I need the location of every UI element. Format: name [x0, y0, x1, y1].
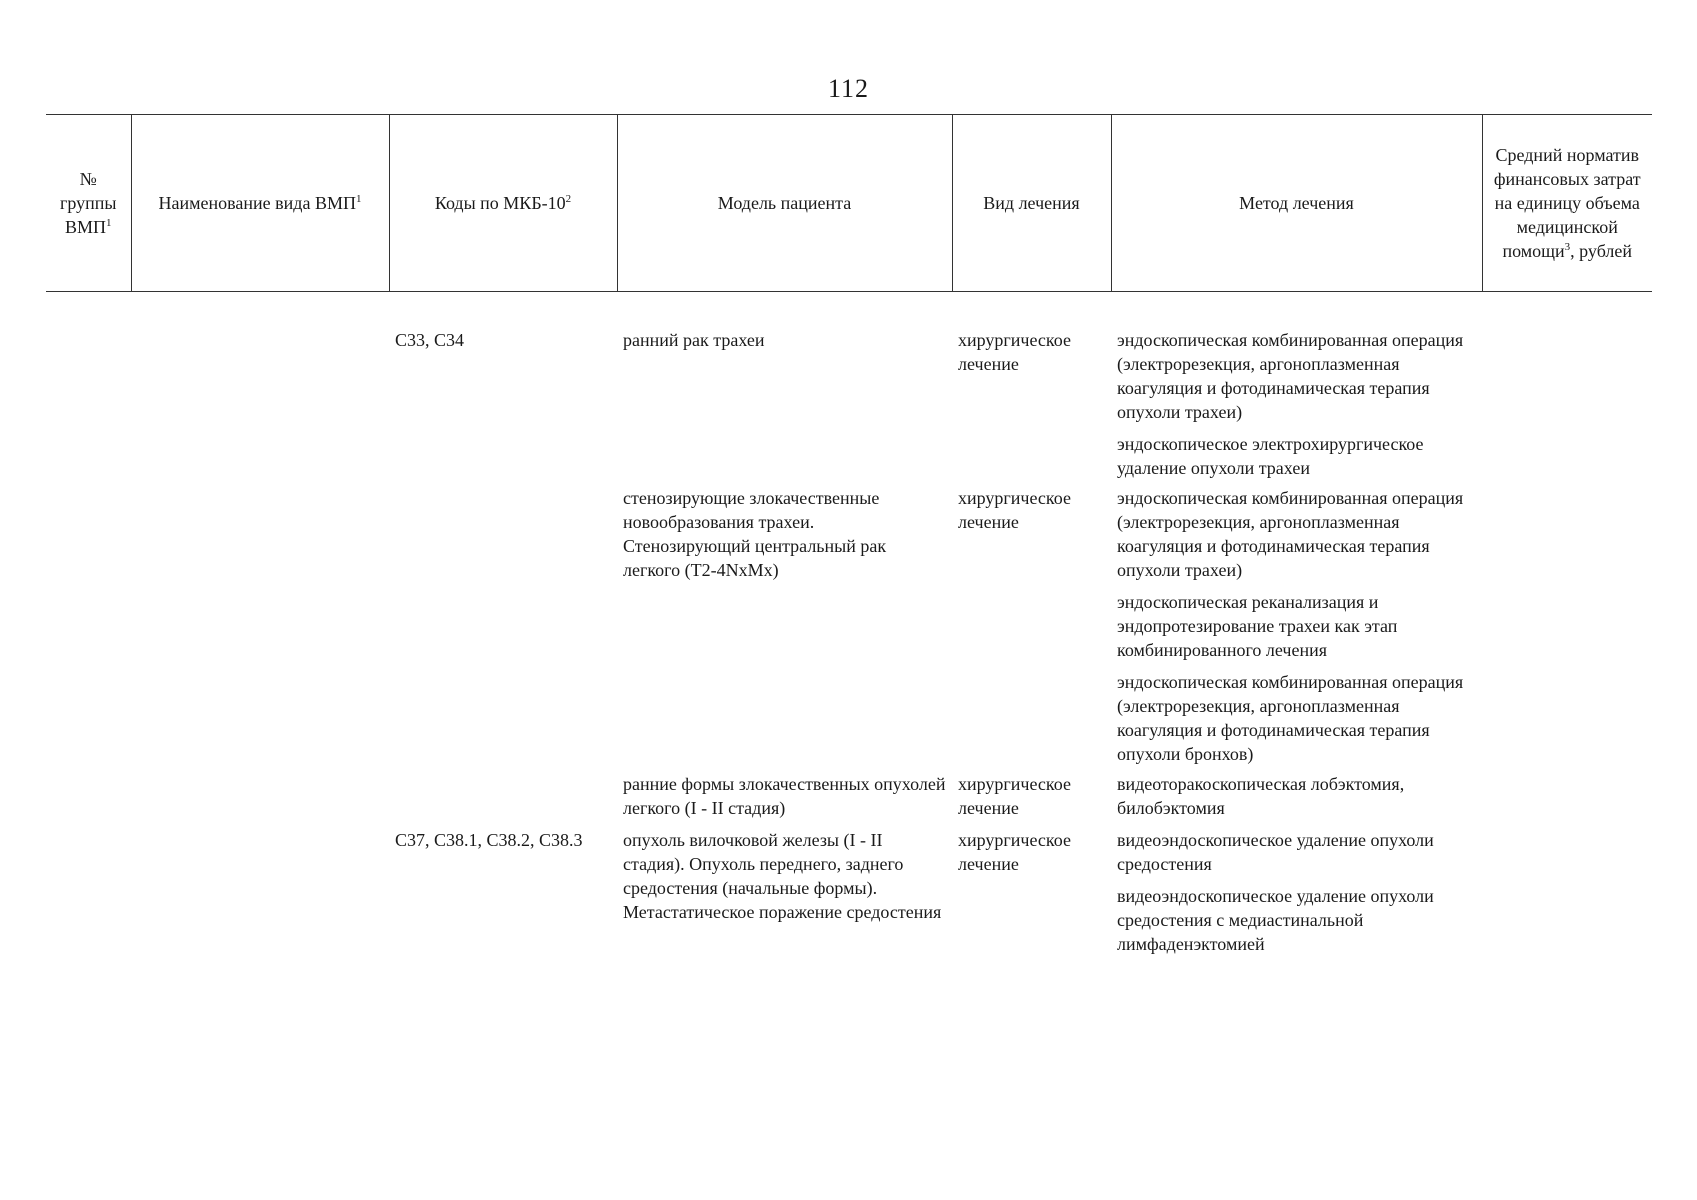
patient-model-cell: опухоль вилочковой железы (I - II стадия). Опухоль переднего, заднего средостения (начальные формы). Метастатическое поражение средостения [623, 830, 942, 922]
icd-codes-cell [389, 766, 617, 820]
treatment-method-cell [1111, 480, 1482, 766]
treatment-method-cell [1111, 820, 1482, 956]
header-cost-norm: Средний норматив финансовых затрат на единицу объема медицинской помощи$^3$, рублей [1482, 115, 1652, 292]
header-treatment-method: Метод лечения [1111, 115, 1482, 292]
treatment-method-cell [1111, 766, 1482, 820]
icd-codes-cell: C37, C38.1, C38.2, C38.3 [395, 830, 583, 850]
method-item: эндоскопическая комбинированная операция (электрорезекция, аргоноплазменная коагуляция и фотодинамическая терапия опухоли трахеи) [1117, 330, 1464, 422]
icd-codes-cell: C33, C34 [395, 330, 465, 350]
patient-model-cell: ранний рак трахеи [623, 330, 765, 350]
treatment-method-cell [1111, 328, 1482, 480]
header-icd-codes: Коды по МКБ-$10^2$ [389, 115, 617, 292]
method-item: эндоскопическое электрохирургическое удаление опухоли трахеи [1117, 434, 1424, 478]
header-patient-model: Модель пациента [617, 115, 952, 292]
page-number: 112 [827, 74, 870, 103]
vmp-table [46, 114, 1652, 956]
method-item: видеоэндоскопическое удаление опухоли средостения с медиастинальной лимфаденэктомией [1117, 886, 1434, 954]
icd-codes-cell [389, 480, 617, 766]
patient-model-cell: ранние формы злокачественных опухолей легкого (I - II стадия) [623, 774, 946, 818]
header-group-number: № группы ВМП$^1$ [46, 115, 131, 292]
treatment-type-cell: хирургическое лечение [958, 774, 1071, 818]
treatment-type-cell: хирургическое лечение [958, 330, 1071, 374]
treatment-type-cell: хирургическое лечение [958, 488, 1071, 532]
method-item: эндоскопическая комбинированная операция (электрорезекция, аргоноплазменная коагуляция и фотодинамическая терапия опухоли трахеи) [1117, 488, 1464, 580]
table-row [46, 766, 1652, 820]
table-row [46, 480, 1652, 766]
method-item: видеоэндоскопическое удаление опухоли средостения [1117, 830, 1434, 874]
table-row [46, 820, 1652, 956]
treatment-type-cell: хирургическое лечение [958, 830, 1071, 874]
method-item: эндоскопическая реканализация и эндопротезирование трахеи как этап комбинированного лечения [1117, 592, 1398, 660]
patient-model-cell: стенозирующие злокачественные новообразования трахеи. Стенозирующий центральный рак легкого (T2-4NxMx) [623, 488, 887, 580]
table-header-row [46, 115, 1652, 292]
table-row [46, 328, 1652, 480]
header-treatment-type: Вид лечения [952, 115, 1111, 292]
header-vmp-name: Наименование вида ВМП$^1$ [131, 115, 389, 292]
method-item: эндоскопическая комбинированная операция (электрорезекция, аргоноплазменная коагуляция и фотодинамическая терапия опухоли бронхов) [1117, 672, 1464, 764]
method-item: видеоторакоскопическая лобэктомия, билобэктомия [1117, 774, 1405, 818]
